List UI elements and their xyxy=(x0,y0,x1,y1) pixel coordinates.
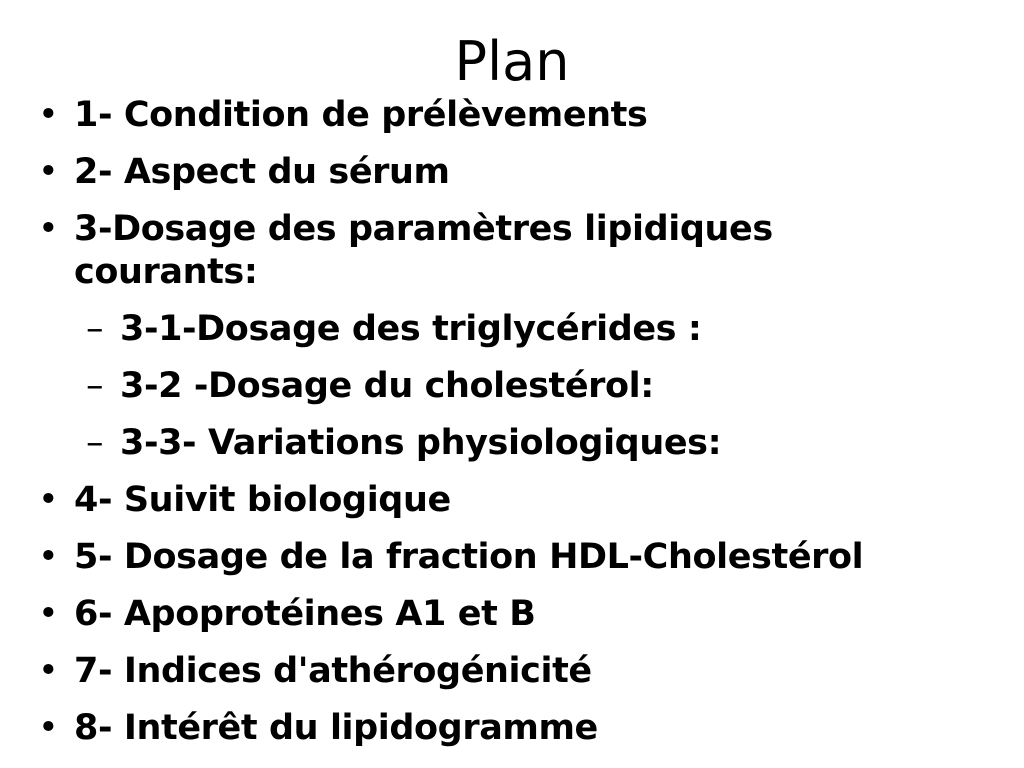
bullet-icon: • xyxy=(38,95,59,135)
list-item-text: 7- Indices d'athérogénicité xyxy=(74,651,592,691)
list-item-text: 5- Dosage de la fraction HDL-Cholestérol xyxy=(74,537,864,577)
bullet-icon: • xyxy=(38,152,59,192)
list-item-text: 1- Condition de prélèvements xyxy=(74,95,648,135)
list-item xyxy=(0,479,1024,522)
bullet-icon: • xyxy=(38,594,59,634)
sub-list-item-text: 3-1-Dosage des triglycérides : xyxy=(120,309,702,349)
bullet-icon: • xyxy=(38,708,59,748)
list-item xyxy=(0,707,1024,750)
list-item-text: 3-Dosage des paramètres lipidiques courants: xyxy=(74,209,773,292)
sub-list-item xyxy=(0,308,1024,351)
list-item xyxy=(0,208,854,294)
bullet-icon: • xyxy=(38,651,59,691)
slide-title: Plan xyxy=(454,30,570,93)
bullet-icon: • xyxy=(38,480,59,520)
list-item xyxy=(0,151,1024,194)
sub-list-item-text: 3-3- Variations physiologiques: xyxy=(120,423,722,463)
list-item-text: 4- Suivit biologique xyxy=(74,480,451,520)
dash-icon: – xyxy=(86,366,104,406)
list-item xyxy=(0,94,1024,137)
plan-list xyxy=(0,94,1024,764)
list-item-text: 6- Apoprotéines A1 et B xyxy=(74,594,536,634)
list-item xyxy=(0,650,1024,693)
bullet-icon: • xyxy=(38,537,59,577)
list-item-text: 8- Intérêt du lipidogramme xyxy=(74,708,598,748)
sub-list-item-text: 3-2 -Dosage du cholestérol: xyxy=(120,366,654,406)
sub-list-item xyxy=(0,422,1024,465)
list-item xyxy=(0,536,1024,579)
list-item xyxy=(0,593,1024,636)
sub-list-item xyxy=(0,365,1024,408)
bullet-icon: • xyxy=(38,209,59,249)
list-item-text: 2- Aspect du sérum xyxy=(74,152,450,192)
dash-icon: – xyxy=(86,309,104,349)
dash-icon: – xyxy=(86,423,104,463)
